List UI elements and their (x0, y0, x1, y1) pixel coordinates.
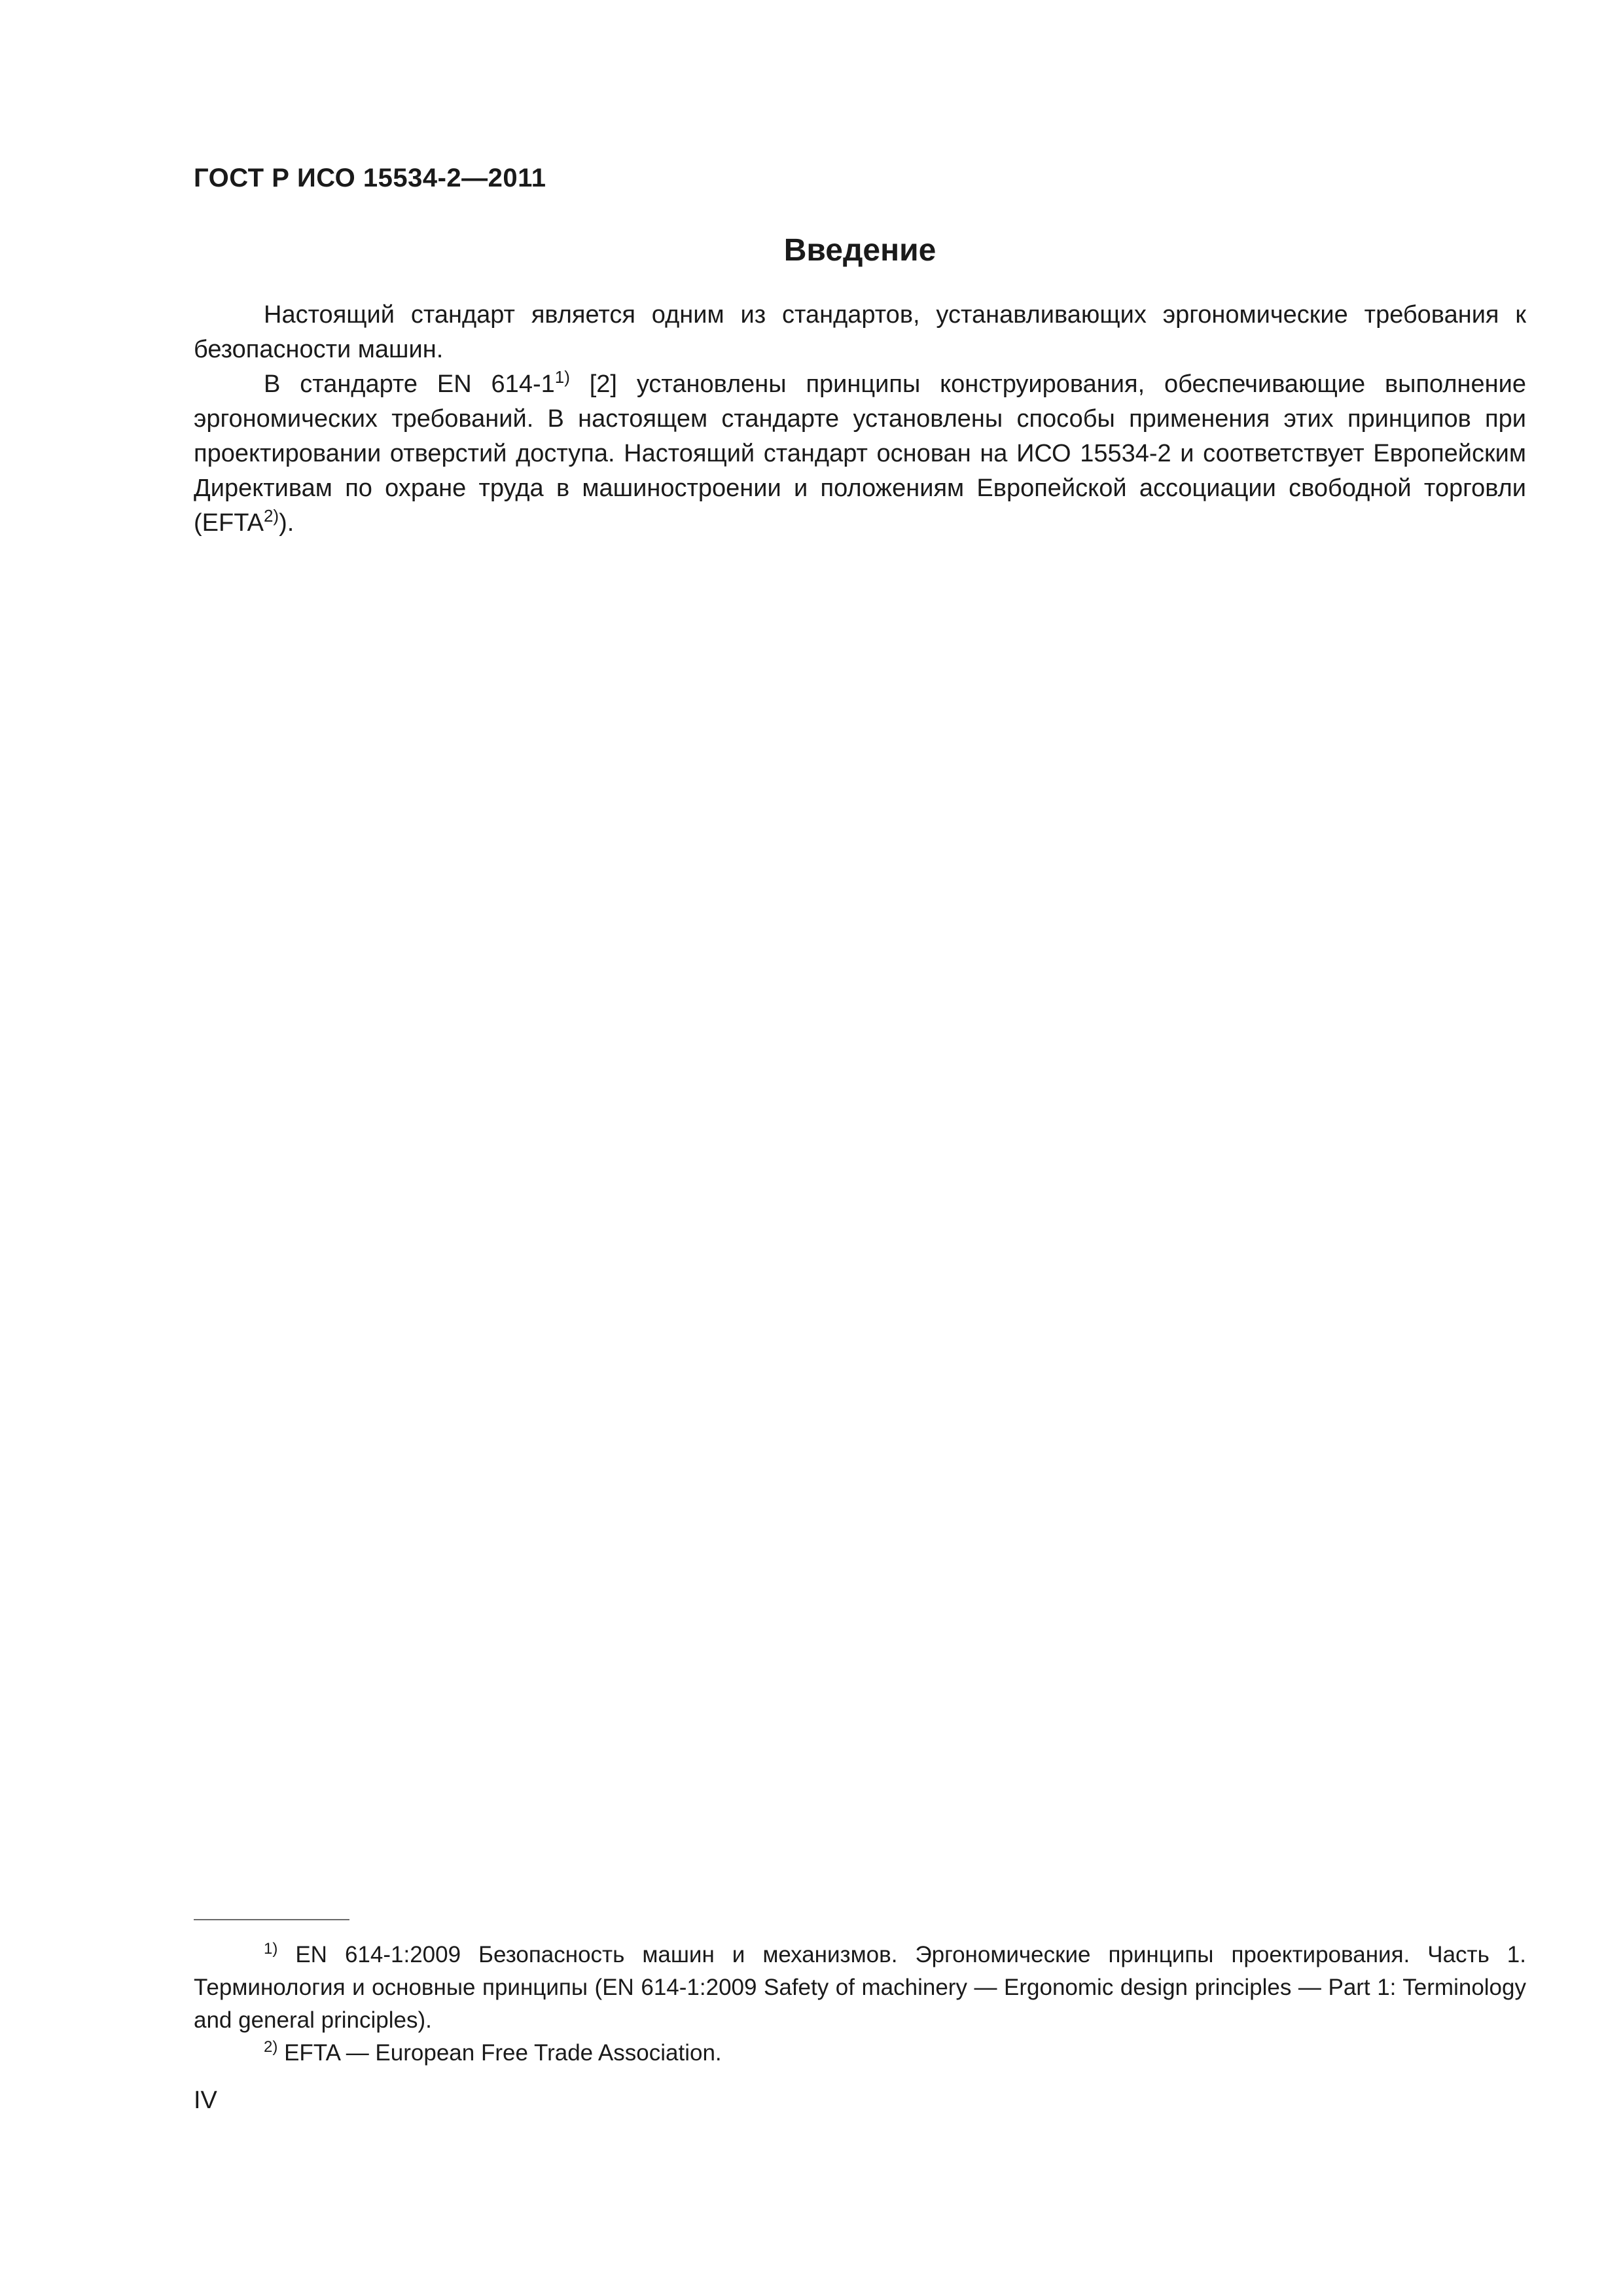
section-title: Введение (783, 233, 936, 268)
footnote-2 (194, 2037, 1526, 2070)
footnote-ref-2: 2) (263, 506, 279, 526)
page-number: IV (194, 2087, 217, 2114)
paragraph-2-end: ). (279, 509, 294, 537)
paragraph-2-start: В стандарте EN 614-1 (264, 370, 555, 398)
footnotes (194, 1939, 1526, 2070)
footnote-2-marker: 2) (264, 2038, 278, 2056)
body-text (194, 298, 1526, 541)
footnote-1 (194, 1939, 1526, 2037)
paragraph-1: Настоящий стандарт является одним из стандартов, устанавливающих эргономические требования к безопасности машин. (194, 301, 1526, 363)
paragraph-2-middle: [2] установлены принципы конструирования, обеспечивающие выполнение эргономических требований. В настоящем стандарте установлены способы применения этих принципов при проектировании отверстий доступа. Настоящий стандарт основан на ИСО 15534-2 и соответствует Европейским Директивам по охране труда в машиностроении и положениям Европейской ассоциации свободной торговли (EFTA (194, 370, 1526, 537)
footnote-2-text: EFTA — European Free Trade Association. (277, 2040, 722, 2066)
footnote-1-text: EN 614-1:2009 Безопасность машин и механизмов. Эргономические принципы проектирования. Часть 1. Терминология и основные принципы (EN 614-1:2009 Safety of machinery — Ergonomic design principles — Part 1: Terminology and general principles). (194, 1942, 1526, 2033)
document-code: ГОСТ Р ИСО 15534-2—2011 (194, 164, 546, 192)
paragraph-2 (194, 367, 1526, 541)
footnote-1-marker: 1) (264, 1940, 278, 1958)
footnote-ref-1: 1) (554, 367, 570, 387)
footnote-separator (194, 1919, 349, 1920)
